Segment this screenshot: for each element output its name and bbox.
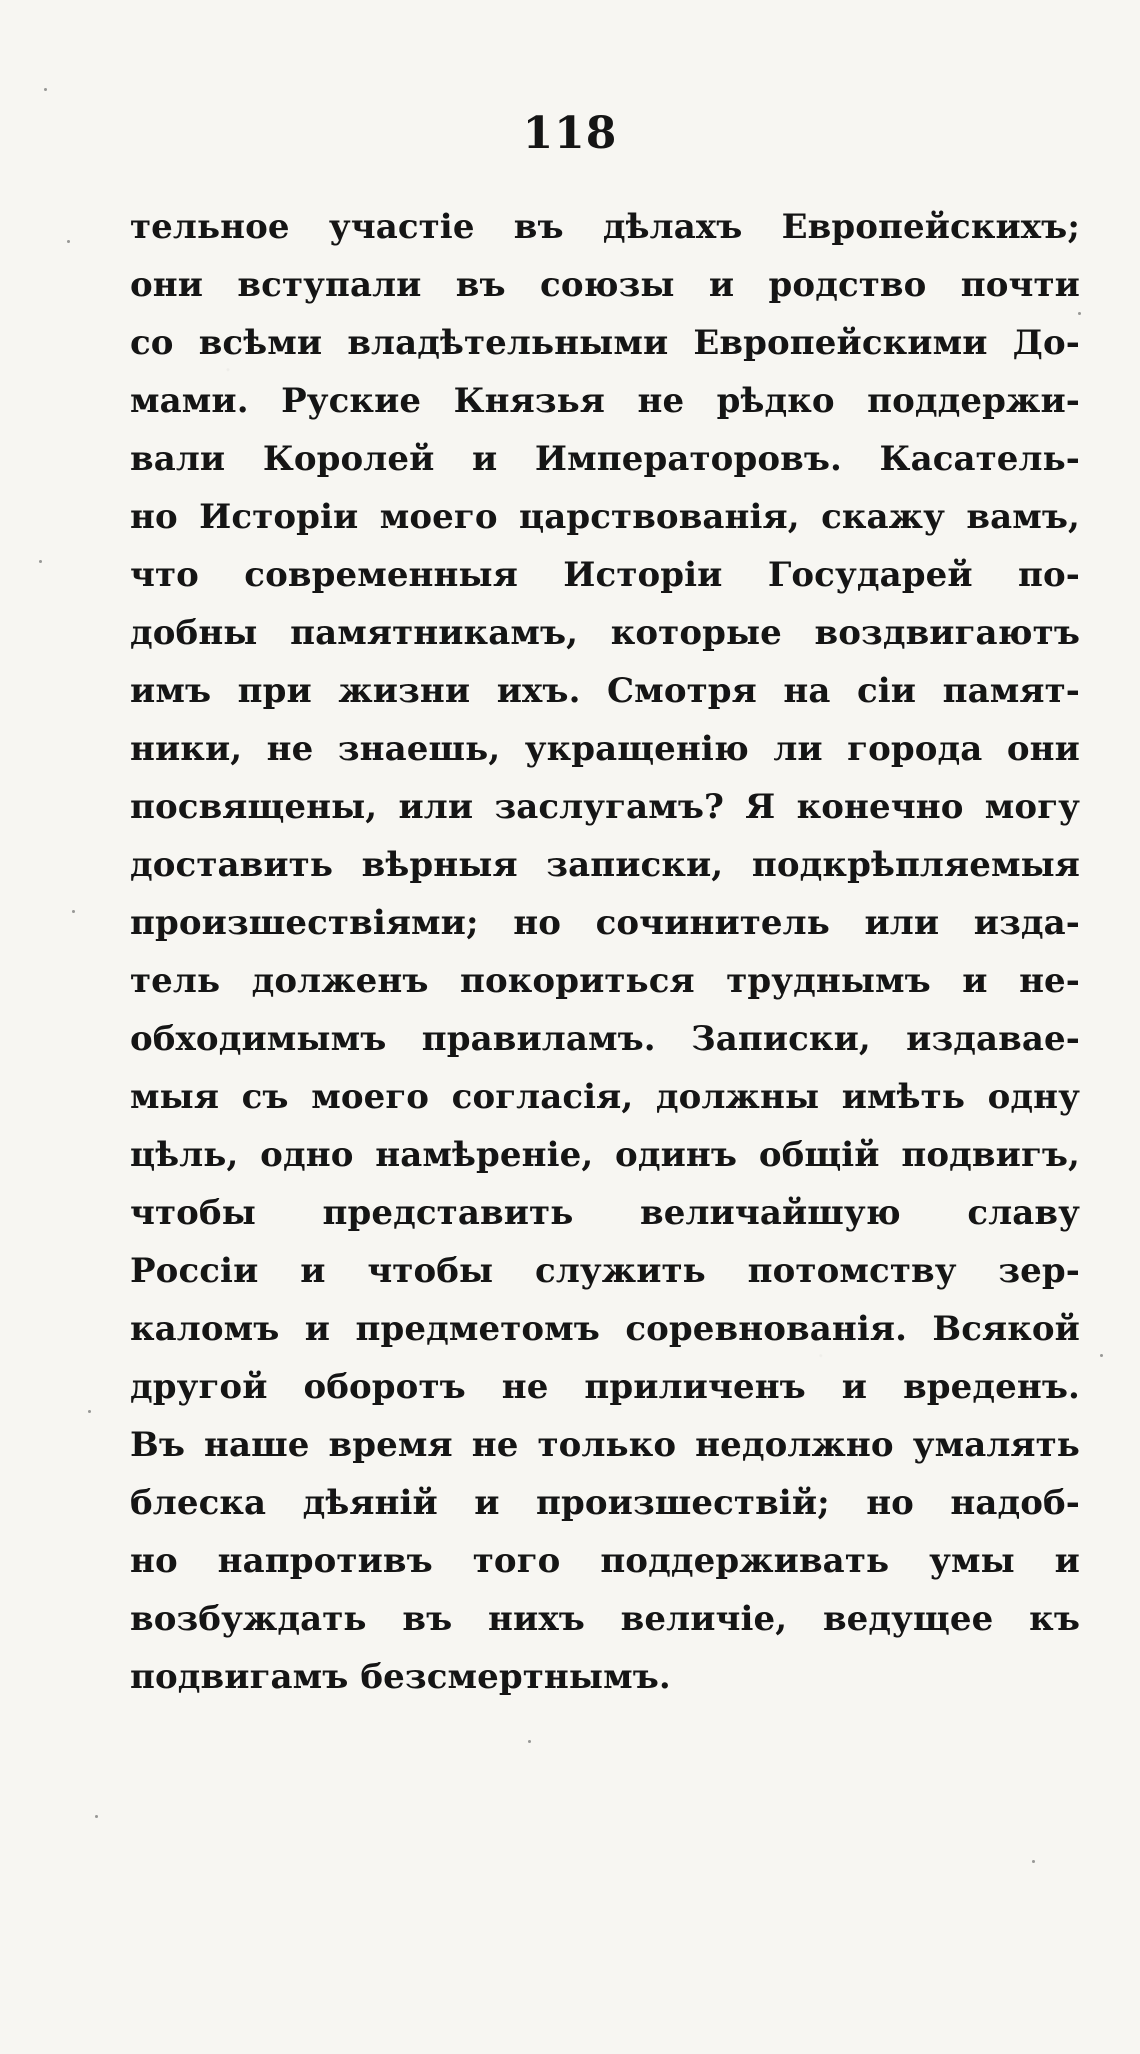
- text-line: посвящены, или заслугамъ? Я конечно могу: [130, 787, 1080, 827]
- paper-speck: [44, 88, 47, 91]
- text-line: доставить вѣрныя записки, подкрѣпляемыя: [130, 845, 1080, 885]
- text-line: произшествіями; но сочинитель или изда-: [130, 903, 1080, 943]
- text-line: мами. Руские Князья не рѣдко поддержи-: [130, 381, 1080, 421]
- text-line: тельное участіе въ дѣлахъ Европейскихъ;: [130, 207, 1080, 247]
- text-line: обходимымъ правиламъ. Записки, издавае-: [130, 1019, 1080, 1059]
- text-line: ники, не знаешь, укращенію ли города они: [130, 729, 1080, 769]
- text-line: имъ при жизни ихъ. Смотря на сіи памят-: [130, 671, 1080, 711]
- text-line: мыя съ моего согласія, должны имѣть одну: [130, 1077, 1080, 1117]
- body-text: [130, 198, 1080, 1706]
- text-line: что современныя Исторіи Государей по-: [130, 555, 1080, 595]
- text-line: другой оборотъ не приличенъ и вреденъ.: [130, 1367, 1080, 1407]
- text-line: но напротивъ того поддерживать умы и: [130, 1541, 1080, 1581]
- text-line: Въ наше время не только недолжно умалять: [130, 1425, 1080, 1465]
- text-line: Россіи и чтобы служить потомству зер-: [130, 1251, 1080, 1291]
- text-line: со всѣми владѣтельными Европейскими До-: [130, 323, 1080, 363]
- text-line: блеска дѣяній и произшествій; но надоб-: [130, 1483, 1080, 1523]
- text-line: подвигамъ безсмертнымъ.: [130, 1657, 671, 1697]
- paper-speck: [39, 560, 42, 563]
- paper-speck: [1078, 312, 1081, 315]
- paper-speck: [95, 1815, 98, 1818]
- paper-speck: [88, 1410, 91, 1413]
- text-line: вали Королей и Императоровъ. Касатель-: [130, 439, 1080, 479]
- paper-speck: [72, 910, 75, 913]
- paper-speck: [67, 240, 70, 243]
- text-line: добны памятникамъ, которые воздвигаютъ: [130, 613, 1080, 653]
- page-number: 118: [522, 108, 618, 159]
- text-line: каломъ и предметомъ соревнованія. Всякой: [130, 1309, 1080, 1349]
- paper-speck: [528, 1740, 531, 1743]
- text-line: они вступали въ союзы и родство почти: [130, 265, 1080, 305]
- paper-speck: [1100, 1354, 1103, 1357]
- text-line: но Исторіи моего царствованія, скажу вамъ,: [130, 497, 1080, 537]
- text-line: тель долженъ покориться труднымъ и не-: [130, 961, 1080, 1001]
- text-line: цѣль, одно намѣреніе, одинъ общій подвигъ,: [130, 1135, 1080, 1175]
- text-line: возбуждать въ нихъ величіе, ведущее къ: [130, 1599, 1080, 1639]
- text-line: чтобы представить величайшую славу: [130, 1193, 1080, 1233]
- paper-speck: [1032, 1860, 1035, 1863]
